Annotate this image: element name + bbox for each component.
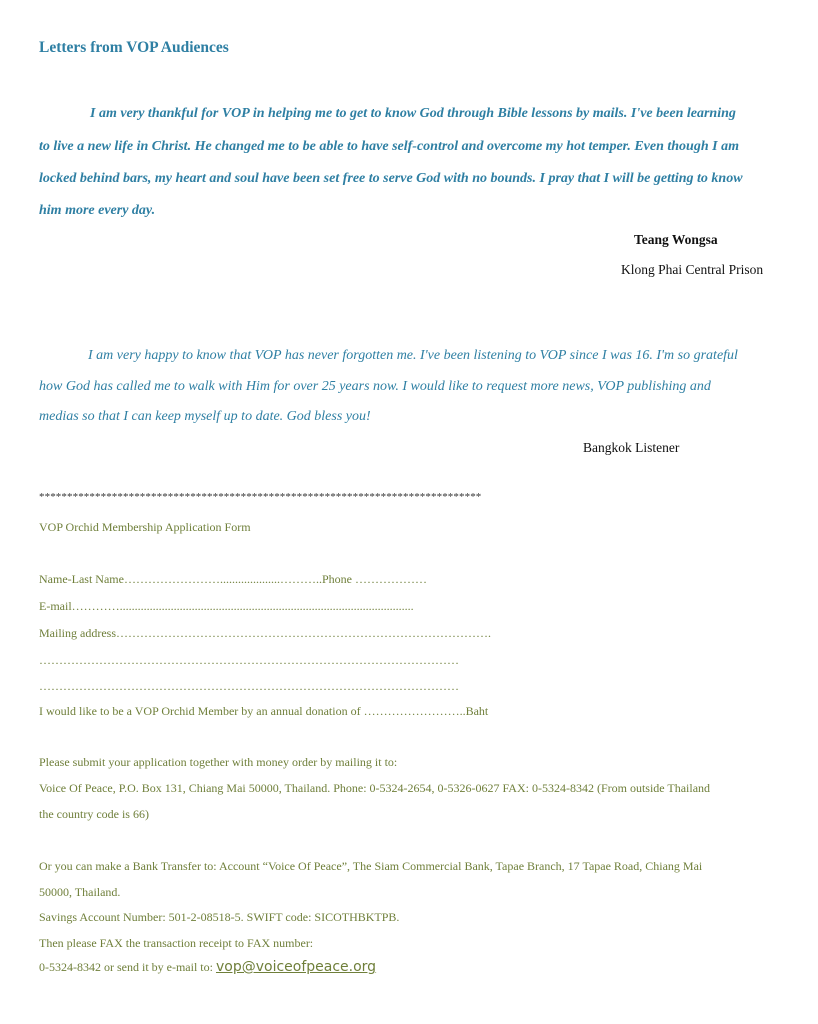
letter-2-line: how God has called me to walk with Him for over 25 years now. I would like to request more news, VOP publishing and [39, 379, 711, 394]
donation-field: I would like to be a VOP Orchid Member by an annual donation of ……………………..Baht [39, 704, 489, 718]
fax-instructions: Then please FAX the transaction receipt to FAX number: [39, 936, 314, 950]
mailing-address-continuation: …………………………………………………………………………………………… [39, 653, 459, 667]
mailing-address-field: Mailing address…………………………………………………………………………………. [39, 626, 491, 640]
email-field: E-mail………….................................................................................................. [39, 599, 414, 613]
form-heading: VOP Orchid Membership Application Form [39, 520, 251, 534]
savings-account-info: Savings Account Number: 501-2-08518-5. SWIFT code: SICOTHBKTPB. [39, 910, 400, 924]
letter-2-line: I am very happy to know that VOP has never forgotten me. I've been listening to VOP since I was 16. I'm so grateful [88, 348, 738, 363]
bank-transfer-info-continuation: 50000, Thailand. [39, 885, 121, 899]
mailing-info: Voice Of Peace, P.O. Box 131, Chiang Mai 50000, Thailand. Phone: 0-5324-2654, 0-5326-0627 FAX: 0-5324-8342 (From outside Thailand [39, 781, 711, 795]
mailing-info-continuation: the country code is 66) [39, 807, 149, 821]
submit-instructions: Please submit your application together with money order by mailing it to: [39, 755, 398, 769]
letter-1-line: I am very thankful for VOP in helping me to get to know God through Bible lessons by mails. I've been learning [90, 106, 736, 121]
email-instructions [39, 958, 376, 976]
name-phone-field: Name-Last Name……………………....................………..Phone ……………… [39, 572, 427, 586]
email-prefix: 0-5324-8342 or send it by e-mail to: [39, 960, 216, 974]
separator: ******************************************************************************* [39, 491, 482, 503]
letter-1-place: Klong Phai Central Prison [621, 262, 764, 277]
letter-1-author: Teang Wongsa [634, 232, 718, 247]
letter-1-line: him more every day. [39, 203, 156, 218]
letter-2-signature: Bangkok Listener [583, 440, 680, 455]
letter-2-line: medias so that I can keep myself up to date. God bless you! [39, 409, 371, 424]
letter-1-line: locked behind bars, my heart and soul have been set free to serve God with no bounds. I pray that I will be getting to know [39, 171, 743, 186]
mailing-address-continuation: …………………………………………………………………………………………… [39, 679, 459, 693]
email-link[interactable]: vop@voiceofpeace.org [215, 959, 377, 975]
bank-transfer-info: Or you can make a Bank Transfer to: Account “Voice Of Peace”, The Siam Commercial Bank, Tapae Branch, 17 Tapae Road, Chiang Mai [39, 859, 703, 873]
page-title: Letters from VOP Audiences [39, 39, 229, 56]
letter-1-line: to live a new life in Christ. He changed me to be able to have self-control and overcome my hot temper. Even though I am [39, 139, 739, 154]
